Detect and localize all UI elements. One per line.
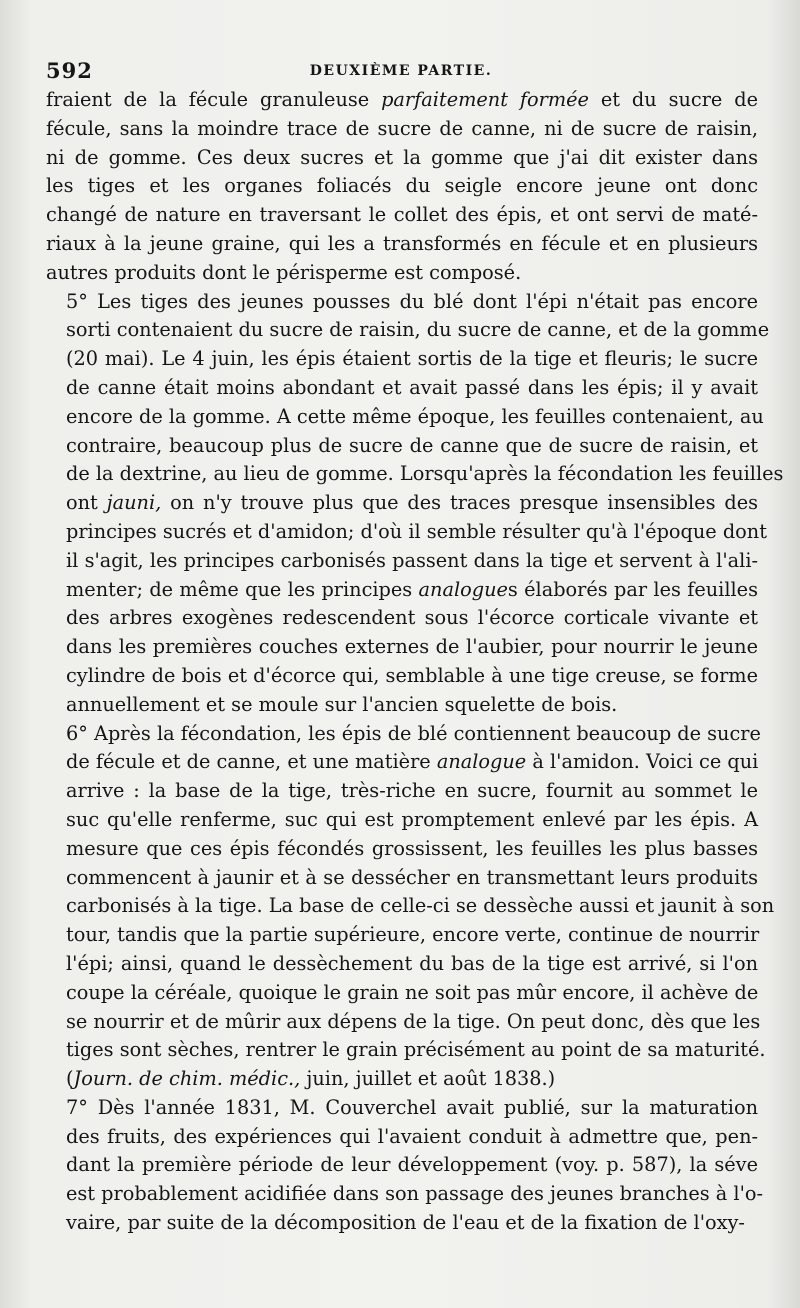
running-head: DEUXIÈME PARTIE. — [309, 63, 493, 79]
text-line: annuellement et se moule sur l'ancien squelette de bois. — [66, 692, 618, 716]
paragraph — [46, 86, 758, 288]
text-line: tiges sont sèches, rentrer le grain précisément au point de sa maturité. — [66, 1038, 766, 1062]
text-line: fraient de la fécule granuleuse parfaitement formée et du sucre de — [46, 88, 758, 111]
text-line: riaux à la jeune graine, qui les a transformés en fécule et en plusieurs — [46, 231, 758, 255]
text-line: des fruits, des expériences qui l'avaient conduit à admettre que, pen- — [66, 1124, 758, 1148]
text-line: (20 mai). Le 4 juin, les épis étaient sortis de la tige et fleuris; le sucre — [66, 347, 758, 371]
text-line: de la dextrine, au lieu de gomme. Lorsqu'après la fécondation les feuilles — [66, 462, 784, 486]
text-line: (Journ. de chim. médic., juin, juillet et août 1838.) — [66, 1067, 556, 1091]
text-line: mesure que ces épis fécondés grossissent, les feuilles les plus basses — [66, 836, 758, 860]
text-line: dant la première période de leur développement (voy. p. 587), la séve — [66, 1153, 758, 1177]
text-line: tour, tandis que la partie supérieure, encore verte, continue de nourrir — [66, 923, 760, 947]
text-line: ni de gomme. Ces deux sucres et la gomme que j'ai dit exister dans — [46, 145, 758, 169]
paragraph — [46, 288, 784, 720]
body-text — [46, 86, 784, 1238]
text-line: encore de la gomme. A cette même époque, les feuilles contenaient, au — [66, 404, 764, 428]
page-number: 592 — [46, 58, 93, 83]
text-line: de fécule et de canne, et une matière analogue à l'amidon. Voici ce qui — [66, 750, 759, 774]
text-line: des arbres exogènes redescendent sous l'écorce corticale vivante et — [66, 606, 758, 630]
text-line: fécule, sans la moindre trace de sucre de canne, ni de sucre de raisin, — [46, 116, 758, 140]
text-line: contraire, beaucoup plus de sucre de canne que de sucre de raisin, et — [66, 433, 758, 457]
text-line: suc qu'elle renferme, suc qui est promptement enlevé par les épis. A — [66, 807, 758, 831]
text-line: commencent à jaunir et à se dessécher en transmettant leurs produits — [66, 865, 758, 889]
text-line: se nourrir et de mûrir aux dépens de la tige. On peut donc, dès que les — [66, 1009, 761, 1033]
text-line: vaire, par suite de la décomposition de l'eau et de la fixation de l'oxy- — [66, 1211, 745, 1235]
text-line: 5° Les tiges des jeunes pousses du blé dont l'épi n'était pas encore — [66, 289, 758, 313]
text-line: cylindre de bois et d'écorce qui, semblable à une tige creuse, se forme — [66, 663, 758, 687]
text-line: est probablement acidifiée dans son passage des jeunes branches à l'o- — [66, 1182, 763, 1206]
text-line: 6° Après la fécondation, les épis de blé contiennent beaucoup de sucre — [66, 721, 761, 745]
text-line: les tiges et les organes foliacés du seigle encore jeune ont donc — [46, 174, 758, 198]
text-line: de canne était moins abondant et avait passé dans les épis; il y avait — [66, 375, 758, 399]
paragraph — [46, 1094, 763, 1238]
text-line: arrive : la base de la tige, très-riche en sucre, fournit au sommet le — [66, 779, 758, 803]
text-line: ont jauni, on n'y trouve plus que des traces presque insensibles des — [66, 491, 759, 515]
text-line: principes sucrés et d'amidon; d'où il semble résulter qu'à l'époque dont — [66, 519, 767, 543]
text-line: dans les premières couches externes de l'aubier, pour nourrir le jeune — [66, 635, 758, 659]
text-line: sorti contenaient du sucre de raisin, du sucre de canne, et de la gomme — [66, 318, 770, 342]
text-line: carbonisés à la tige. La base de celle-ci se dessèche aussi et jaunit à son — [66, 894, 775, 918]
text-line: autres produits dont le périsperme est composé. — [46, 260, 522, 284]
text-line: l'épi; ainsi, quand le dessèchement du bas de la tige est arrivé, si l'on — [66, 951, 758, 975]
paragraph — [46, 720, 775, 1094]
text-line: coupe la céréale, quoique le grain ne soit pas mûr encore, il achève de — [66, 980, 759, 1004]
text-line: menter; de même que les principes analogues élaborés par les feuilles — [66, 577, 758, 601]
text-line: 7° Dès l'année 1831, M. Couverchel avait publié, sur la maturation — [66, 1095, 758, 1119]
page-header — [46, 58, 756, 86]
text-line: il s'agit, les principes carbonisés passent dans la tige et servent à l'ali- — [66, 548, 758, 572]
text-line: changé de nature en traversant le collet des épis, et ont servi de maté- — [46, 203, 758, 227]
